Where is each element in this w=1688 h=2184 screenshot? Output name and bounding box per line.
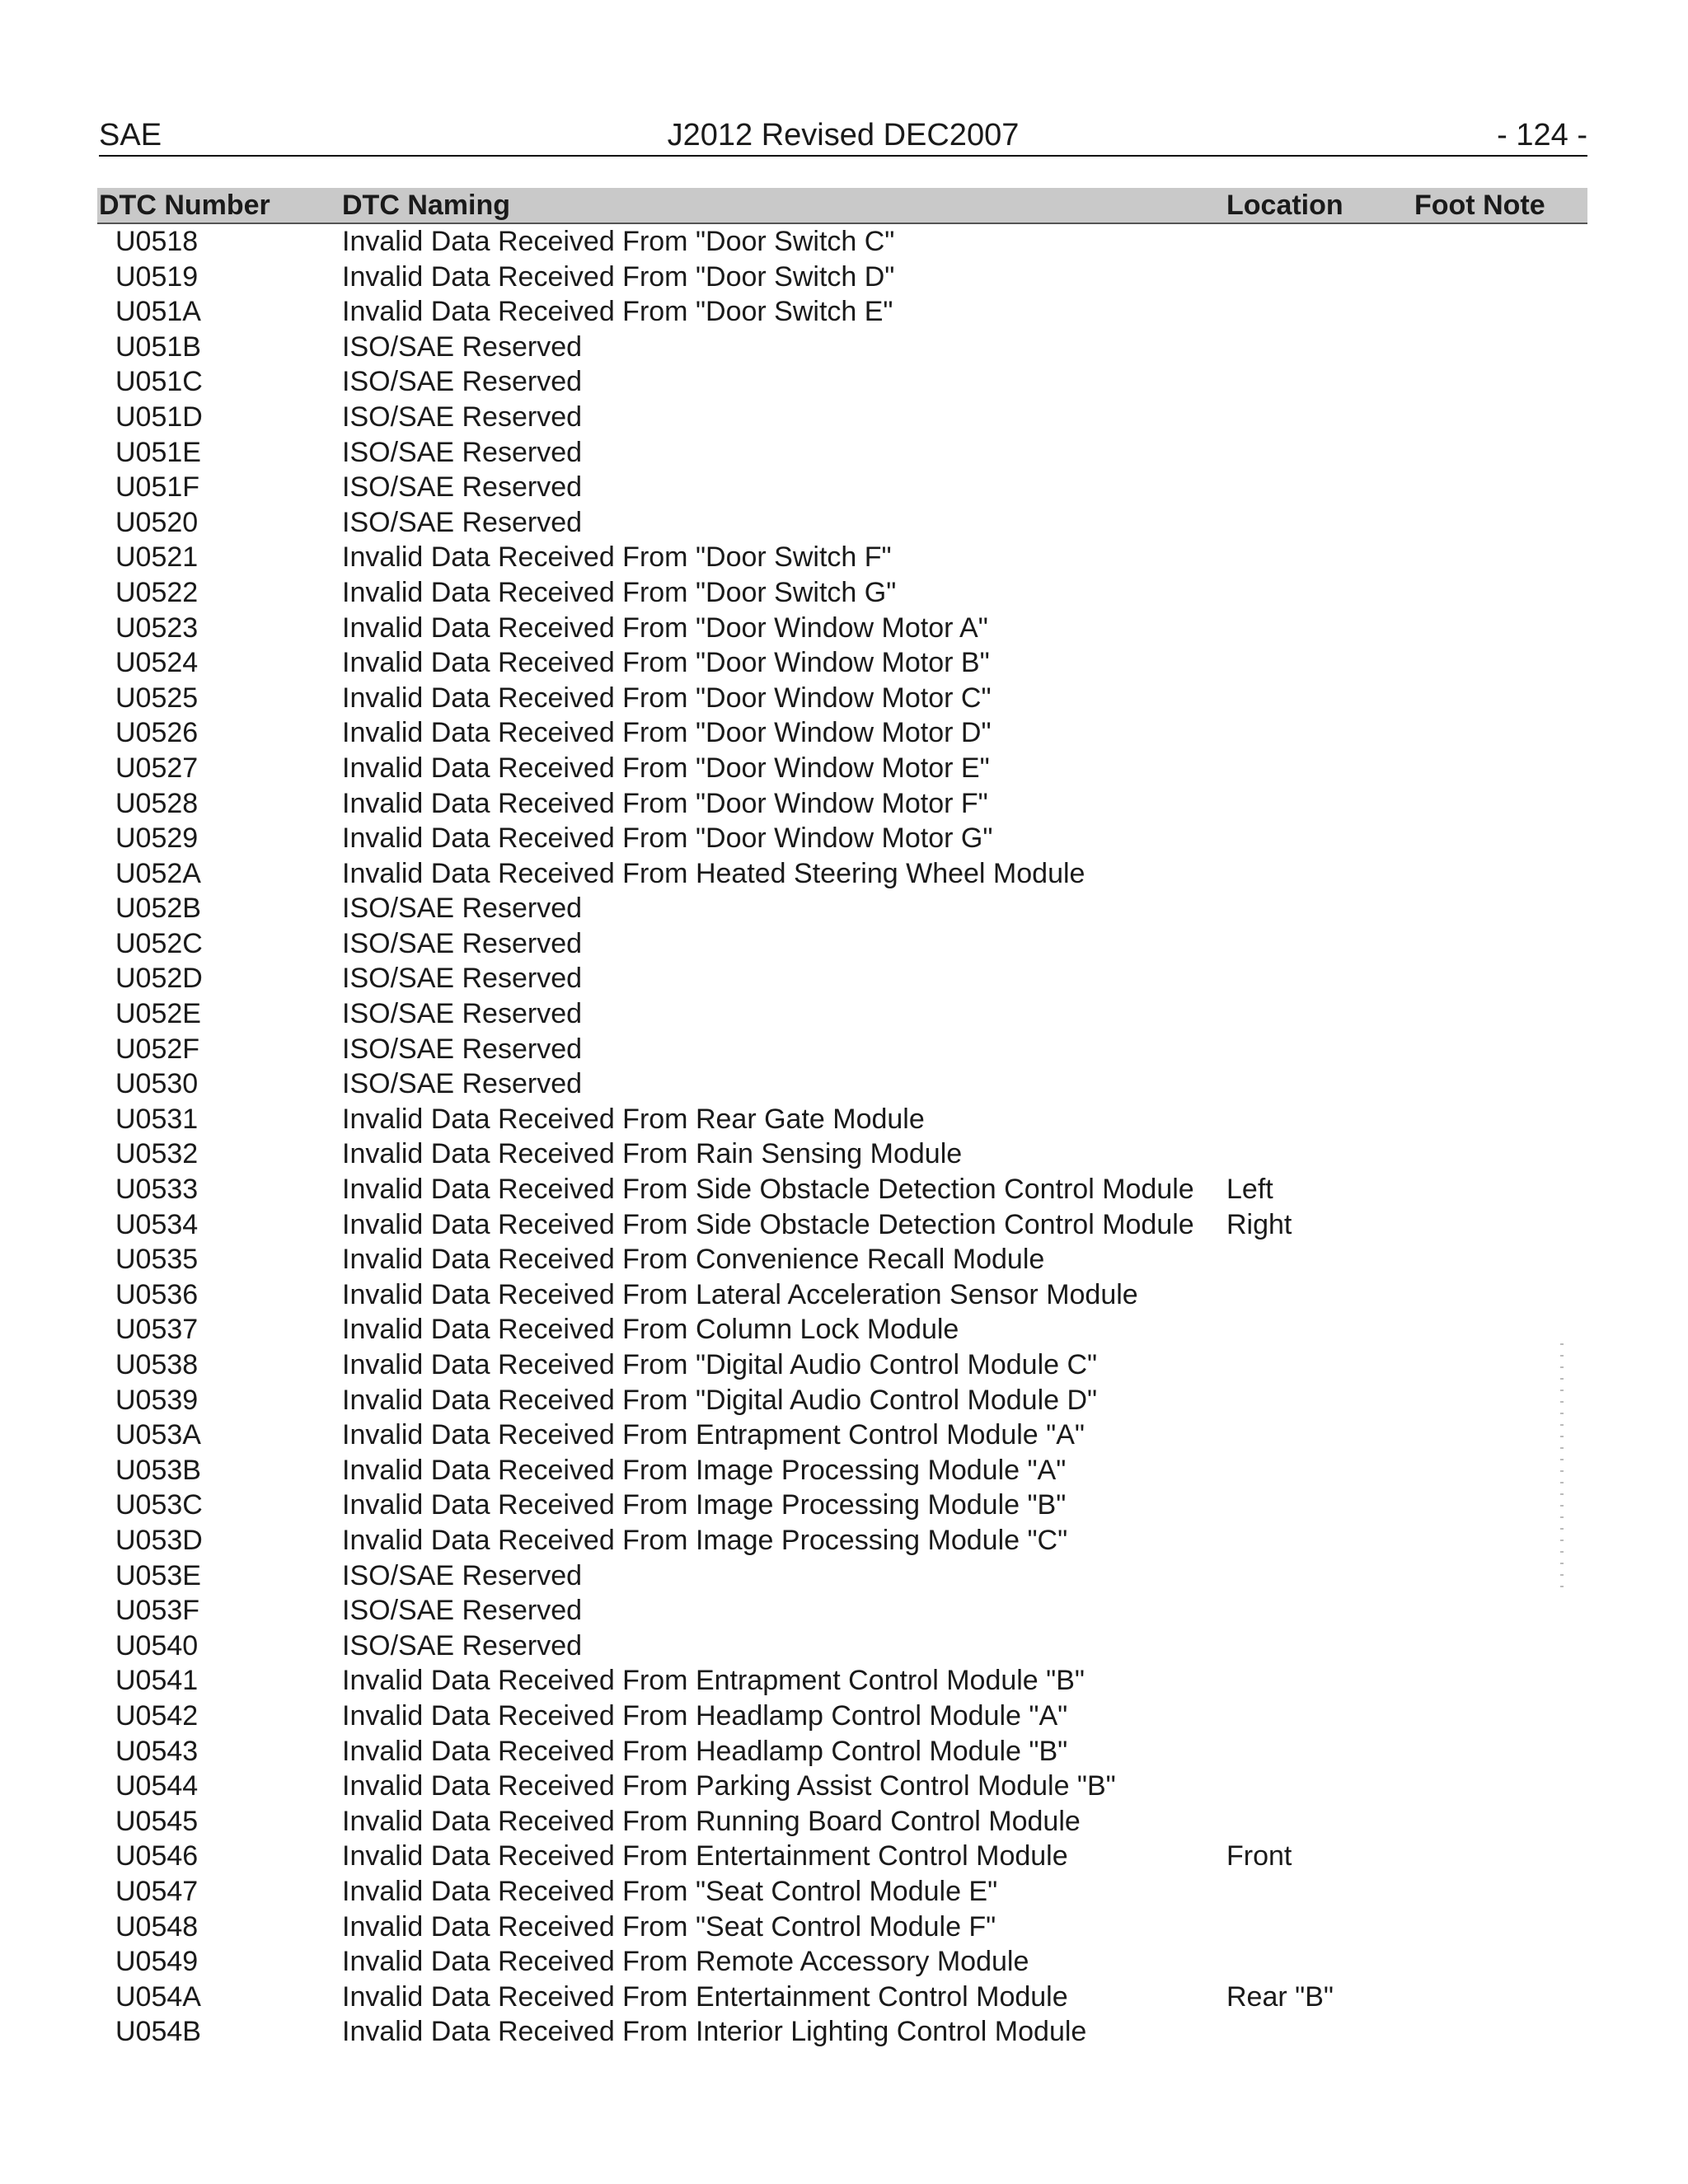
table-row <box>97 821 1587 856</box>
dtc-number-cell: U0535 <box>115 1244 199 1276</box>
table-row <box>97 470 1587 505</box>
table-row <box>97 575 1587 611</box>
dtc-naming-cell: Invalid Data Received From Side Obstacle Detection Control Module <box>342 1174 1194 1206</box>
column-header-dtc-number: DTC Number <box>99 190 270 221</box>
dtc-number-cell: U0529 <box>115 823 199 855</box>
table-row <box>97 224 1587 260</box>
dtc-naming-cell: ISO/SAE Reserved <box>342 1559 583 1591</box>
dtc-naming-cell: ISO/SAE Reserved <box>342 366 583 398</box>
table-row <box>97 1593 1587 1629</box>
dtc-number-cell: U053F <box>115 1595 200 1627</box>
dtc-number-cell: U0531 <box>115 1103 199 1135</box>
dtc-number-cell: U0534 <box>115 1208 199 1240</box>
dtc-naming-cell: ISO/SAE Reserved <box>342 998 583 1030</box>
table-header-row <box>97 188 1587 224</box>
dtc-naming-cell: Invalid Data Received From Rear Gate Module <box>342 1103 925 1135</box>
table-row <box>97 715 1587 751</box>
dtc-naming-cell: Invalid Data Received From Side Obstacle Detection Control Module <box>342 1208 1194 1240</box>
dtc-number-cell: U0520 <box>115 506 199 538</box>
dtc-naming-cell: Invalid Data Received From "Door Window Motor F" <box>342 787 988 819</box>
dtc-naming-cell: ISO/SAE Reserved <box>342 436 583 468</box>
table-row <box>97 1734 1587 1769</box>
dtc-number-cell: U0545 <box>115 1805 199 1837</box>
table-row <box>97 294 1587 330</box>
dtc-number-cell: U053E <box>115 1559 201 1591</box>
table-row <box>97 961 1587 996</box>
dtc-number-cell: U0539 <box>115 1384 199 1416</box>
header-document-id: J2012 Revised DEC2007 <box>667 118 1020 152</box>
table-row <box>97 1453 1587 1488</box>
location-cell: Left <box>1226 1174 1273 1206</box>
dtc-naming-cell: ISO/SAE Reserved <box>342 1068 583 1100</box>
dtc-naming-cell: Invalid Data Received From "Digital Audio Control Module C" <box>342 1349 1098 1380</box>
dtc-number-cell: U053C <box>115 1489 203 1521</box>
table-row <box>97 1312 1587 1347</box>
header-org: SAE <box>99 118 162 152</box>
dtc-number-cell: U052B <box>115 893 201 925</box>
dtc-number-cell: U0540 <box>115 1629 199 1661</box>
dtc-naming-cell: Invalid Data Received From "Door Window Motor D" <box>342 717 992 749</box>
table-row <box>97 1137 1587 1172</box>
dtc-naming-cell: Invalid Data Received From Interior Lighting Control Module <box>342 2016 1087 2048</box>
dtc-naming-cell: ISO/SAE Reserved <box>342 963 583 995</box>
dtc-naming-cell: Invalid Data Received From "Door Window Motor C" <box>342 682 992 714</box>
dtc-naming-cell: Invalid Data Received From "Door Window Motor E" <box>342 752 990 784</box>
dtc-table-body <box>97 224 1587 2050</box>
dtc-number-cell: U0543 <box>115 1735 199 1767</box>
dtc-number-cell: U0541 <box>115 1665 199 1697</box>
dtc-number-cell: U053B <box>115 1454 201 1486</box>
dtc-naming-cell: Invalid Data Received From Heated Steering Wheel Module <box>342 857 1085 889</box>
dtc-naming-cell: Invalid Data Received From Entertainment Control Module <box>342 1840 1068 1872</box>
table-row <box>97 1629 1587 1664</box>
table-row <box>97 364 1587 400</box>
dtc-number-cell: U0525 <box>115 682 199 714</box>
table-row <box>97 1944 1587 1980</box>
table-row <box>97 1523 1587 1558</box>
table-row <box>97 1910 1587 1945</box>
table-row <box>97 1172 1587 1207</box>
dtc-number-cell: U0521 <box>115 541 199 574</box>
dtc-naming-cell: ISO/SAE Reserved <box>342 401 583 433</box>
dtc-naming-cell: Invalid Data Received From Lateral Acceleration Sensor Module <box>342 1278 1138 1310</box>
dtc-naming-cell: Invalid Data Received From "Door Switch D" <box>342 260 895 293</box>
dtc-number-cell: U0533 <box>115 1174 199 1206</box>
dtc-number-cell: U054A <box>115 1980 201 2013</box>
dtc-naming-cell: Invalid Data Received From "Door Window Motor G" <box>342 823 993 855</box>
page-header <box>99 115 1587 157</box>
dtc-naming-cell: Invalid Data Received From Convenience Recall Module <box>342 1244 1045 1276</box>
table-row <box>97 1558 1587 1594</box>
location-cell: Rear "B" <box>1226 1980 1334 2013</box>
dtc-number-cell: U053D <box>115 1524 203 1556</box>
dtc-naming-cell: Invalid Data Received From "Door Switch G" <box>342 576 897 608</box>
dtc-naming-cell: Invalid Data Received From Column Lock Module <box>342 1314 959 1346</box>
table-row <box>97 1980 1587 2015</box>
table-row <box>97 1066 1587 1102</box>
dtc-number-cell: U0530 <box>115 1068 199 1100</box>
table-row <box>97 926 1587 962</box>
dtc-naming-cell: Invalid Data Received From "Door Window Motor B" <box>342 647 990 679</box>
table-row <box>97 540 1587 575</box>
table-row <box>97 751 1587 786</box>
dtc-number-cell: U052C <box>115 927 203 959</box>
dtc-naming-cell: Invalid Data Received From Entertainment Control Module <box>342 1980 1068 2013</box>
dtc-number-cell: U051C <box>115 366 203 398</box>
dtc-naming-cell: Invalid Data Received From Entrapment Control Module "A" <box>342 1419 1085 1451</box>
dtc-number-cell: U053A <box>115 1419 201 1451</box>
dtc-number-cell: U051B <box>115 330 201 363</box>
dtc-number-cell: U0519 <box>115 260 199 293</box>
table-row <box>97 2014 1587 2050</box>
table-row <box>97 1383 1587 1418</box>
dtc-number-cell: U0524 <box>115 647 199 679</box>
dtc-number-cell: U0527 <box>115 752 199 784</box>
table-row <box>97 611 1587 646</box>
table-row <box>97 996 1587 1032</box>
dtc-naming-cell: Invalid Data Received From Running Board Control Module <box>342 1805 1081 1837</box>
dtc-naming-cell: Invalid Data Received From "Door Window Motor A" <box>342 612 988 644</box>
column-header-foot-note: Foot Note <box>1414 190 1545 221</box>
dtc-number-cell: U052E <box>115 998 201 1030</box>
table-row <box>97 435 1587 471</box>
dtc-number-cell: U0518 <box>115 226 199 257</box>
table-row <box>97 1699 1587 1734</box>
dtc-naming-cell: ISO/SAE Reserved <box>342 506 583 538</box>
dtc-number-cell: U0538 <box>115 1349 199 1380</box>
table-row <box>97 891 1587 926</box>
dtc-naming-cell: Invalid Data Received From Headlamp Control Module "B" <box>342 1735 1068 1767</box>
table-row <box>97 1277 1587 1313</box>
table-row <box>97 1804 1587 1840</box>
dtc-naming-cell: Invalid Data Received From Image Processing Module "A" <box>342 1454 1067 1486</box>
location-cell: Front <box>1226 1840 1292 1872</box>
table-row <box>97 645 1587 681</box>
dtc-naming-cell: Invalid Data Received From "Digital Audio Control Module D" <box>342 1384 1098 1416</box>
dtc-naming-cell: Invalid Data Received From "Seat Control Module E" <box>342 1875 998 1907</box>
table-row <box>97 1663 1587 1699</box>
dtc-number-cell: U054B <box>115 2016 201 2048</box>
location-cell: Right <box>1226 1208 1292 1240</box>
dtc-naming-cell: ISO/SAE Reserved <box>342 330 583 363</box>
dtc-number-cell: U0528 <box>115 787 199 819</box>
dtc-number-cell: U0532 <box>115 1138 199 1170</box>
dtc-number-cell: U052A <box>115 857 201 889</box>
dtc-number-cell: U051E <box>115 436 201 468</box>
table-row <box>97 856 1587 892</box>
dtc-number-cell: U051F <box>115 471 200 504</box>
dtc-number-cell: U0547 <box>115 1875 199 1907</box>
table-row <box>97 681 1587 716</box>
dtc-number-cell: U0522 <box>115 576 199 608</box>
table-row <box>97 505 1587 541</box>
table-row <box>97 1032 1587 1067</box>
header-page-number: - 124 - <box>1497 118 1587 152</box>
dtc-naming-cell: Invalid Data Received From Headlamp Control Module "A" <box>342 1699 1068 1732</box>
dtc-naming-cell: ISO/SAE Reserved <box>342 471 583 504</box>
dtc-number-cell: U0526 <box>115 717 199 749</box>
dtc-number-cell: U052F <box>115 1033 200 1065</box>
dtc-naming-cell: Invalid Data Received From "Door Switch E" <box>342 296 893 328</box>
dtc-naming-cell: ISO/SAE Reserved <box>342 1033 583 1065</box>
dtc-naming-cell: Invalid Data Received From Parking Assist Control Module "B" <box>342 1770 1116 1802</box>
table-row <box>97 260 1587 295</box>
column-header-dtc-naming: DTC Naming <box>342 190 510 221</box>
dtc-number-cell: U0544 <box>115 1770 199 1802</box>
table-row <box>97 1769 1587 1804</box>
table-row <box>97 400 1587 435</box>
table-row <box>97 1488 1587 1523</box>
table-row <box>97 786 1587 822</box>
table-row <box>97 1347 1587 1383</box>
table-row <box>97 1874 1587 1910</box>
dtc-number-cell: U051D <box>115 401 203 433</box>
scan-artifact <box>1560 1343 1564 1591</box>
table-row <box>97 1839 1587 1874</box>
dtc-naming-cell: Invalid Data Received From Remote Accessory Module <box>342 1946 1029 1978</box>
dtc-number-cell: U0536 <box>115 1278 199 1310</box>
dtc-naming-cell: ISO/SAE Reserved <box>342 893 583 925</box>
dtc-number-cell: U0548 <box>115 1910 199 1943</box>
table-row <box>97 1418 1587 1453</box>
dtc-number-cell: U052D <box>115 963 203 995</box>
dtc-naming-cell: ISO/SAE Reserved <box>342 1629 583 1661</box>
dtc-naming-cell: Invalid Data Received From Image Processing Module "C" <box>342 1524 1068 1556</box>
table-row <box>97 1102 1587 1137</box>
dtc-number-cell: U0549 <box>115 1946 199 1978</box>
dtc-naming-cell: Invalid Data Received From Image Processing Module "B" <box>342 1489 1067 1521</box>
table-row <box>97 1207 1587 1243</box>
dtc-number-cell: U0523 <box>115 612 199 644</box>
dtc-naming-cell: Invalid Data Received From "Door Switch C" <box>342 226 895 257</box>
dtc-number-cell: U0542 <box>115 1699 199 1732</box>
dtc-number-cell: U051A <box>115 296 201 328</box>
dtc-naming-cell: ISO/SAE Reserved <box>342 927 583 959</box>
column-header-location: Location <box>1226 190 1343 221</box>
dtc-naming-cell: Invalid Data Received From Rain Sensing Module <box>342 1138 963 1170</box>
dtc-naming-cell: ISO/SAE Reserved <box>342 1595 583 1627</box>
dtc-number-cell: U0546 <box>115 1840 199 1872</box>
dtc-naming-cell: Invalid Data Received From "Seat Control Module F" <box>342 1910 996 1943</box>
table-row <box>97 330 1587 365</box>
dtc-naming-cell: Invalid Data Received From Entrapment Control Module "B" <box>342 1665 1085 1697</box>
table-row <box>97 1242 1587 1277</box>
dtc-naming-cell: Invalid Data Received From "Door Switch F" <box>342 541 892 574</box>
dtc-number-cell: U0537 <box>115 1314 199 1346</box>
